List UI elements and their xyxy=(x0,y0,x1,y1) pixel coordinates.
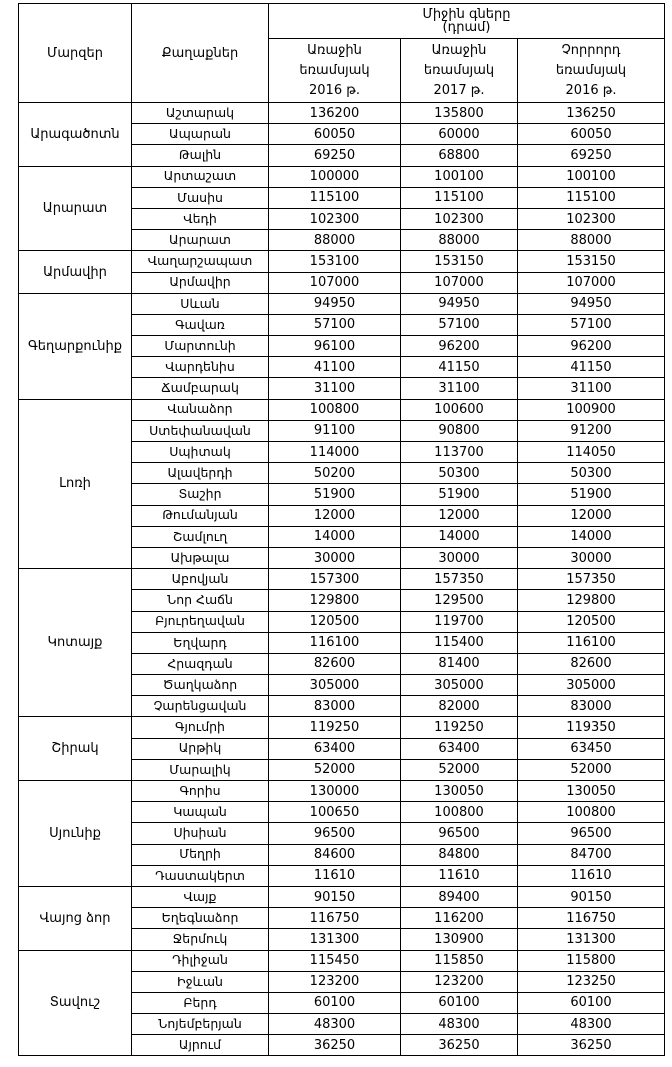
price-cell: 68800 xyxy=(401,145,518,166)
price-cell: 119700 xyxy=(401,611,518,632)
header-q1-2017-line3: 2017 թ. xyxy=(433,82,485,98)
table-row xyxy=(19,717,665,738)
price-cell: 94950 xyxy=(269,293,401,314)
price-cell: 96500 xyxy=(518,823,665,844)
price-cell: 36250 xyxy=(401,1035,518,1056)
price-cell: 96100 xyxy=(269,336,401,357)
table-row xyxy=(19,399,665,420)
price-cell: 12000 xyxy=(401,505,518,526)
price-cell: 96200 xyxy=(401,336,518,357)
city-cell: Հրազդան xyxy=(132,653,269,674)
city-cell: Ալավերդի xyxy=(132,463,269,484)
price-table-wrapper xyxy=(18,3,664,1056)
header-q1-2017-line1: Առաջին xyxy=(431,42,487,58)
city-cell: Ծաղկաձոր xyxy=(132,675,269,696)
region-cell: Կոտայք xyxy=(19,569,132,717)
city-cell: Կապան xyxy=(132,802,269,823)
price-cell: 305000 xyxy=(518,675,665,696)
price-cell: 12000 xyxy=(269,505,401,526)
price-cell: 52000 xyxy=(518,759,665,780)
table-row xyxy=(19,103,665,124)
city-cell: Դիլիջան xyxy=(132,950,269,971)
city-cell: Վարդենիս xyxy=(132,357,269,378)
price-cell: 82600 xyxy=(518,653,665,674)
price-cell: 63400 xyxy=(269,738,401,759)
table-row xyxy=(19,293,665,314)
price-cell: 102300 xyxy=(518,208,665,229)
price-cell: 129800 xyxy=(518,590,665,611)
header-q1-2016-line3: 2016 թ. xyxy=(309,82,360,98)
price-cell: 114000 xyxy=(269,442,401,463)
city-cell: Գորիս xyxy=(132,781,269,802)
city-cell: Բյուրեղավան xyxy=(132,611,269,632)
price-cell: 115400 xyxy=(401,632,518,653)
price-cell: 131300 xyxy=(269,929,401,950)
price-cell: 94950 xyxy=(518,293,665,314)
header-q1-2016-line1: Առաջին xyxy=(307,42,362,58)
region-cell: Արարատ xyxy=(19,166,132,251)
price-cell: 96500 xyxy=(269,823,401,844)
price-cell: 81400 xyxy=(401,653,518,674)
price-cell: 11610 xyxy=(269,865,401,886)
region-cell: Գեղարքունիք xyxy=(19,293,132,399)
price-cell: 157350 xyxy=(401,569,518,590)
header-q1-2016 xyxy=(269,39,401,103)
price-cell: 14000 xyxy=(401,526,518,547)
price-cell: 11610 xyxy=(401,865,518,886)
price-cell: 96500 xyxy=(401,823,518,844)
price-cell: 60100 xyxy=(269,992,401,1013)
region-cell: Տավուշ xyxy=(19,950,132,1056)
price-cell: 89400 xyxy=(401,886,518,907)
header-q1-2017-line2: եռամսյակ xyxy=(423,62,495,78)
price-cell: 107000 xyxy=(518,272,665,293)
price-cell: 63450 xyxy=(518,738,665,759)
city-cell: Նոյեմբերյան xyxy=(132,1014,269,1035)
city-cell: Աբովյան xyxy=(132,569,269,590)
city-cell: Գավառ xyxy=(132,314,269,335)
city-cell: Չարենցավան xyxy=(132,696,269,717)
price-cell: 48300 xyxy=(401,1014,518,1035)
price-cell: 136250 xyxy=(518,103,665,124)
region-cell: Արագածոտն xyxy=(19,103,132,167)
price-cell: 84600 xyxy=(269,844,401,865)
price-cell: 102300 xyxy=(269,208,401,229)
price-cell: 100800 xyxy=(401,802,518,823)
price-cell: 50200 xyxy=(269,463,401,484)
city-cell: Իջևան xyxy=(132,971,269,992)
price-cell: 30000 xyxy=(518,547,665,568)
price-cell: 90800 xyxy=(401,420,518,441)
header-regions: Մարզեր xyxy=(19,4,132,103)
table-row xyxy=(19,950,665,971)
price-cell: 100900 xyxy=(518,399,665,420)
price-cell: 116200 xyxy=(401,908,518,929)
header-average-prices-title: Միջին գները xyxy=(422,7,511,22)
table-row xyxy=(19,781,665,802)
city-cell: Թալին xyxy=(132,145,269,166)
price-cell: 120500 xyxy=(518,611,665,632)
price-cell: 130000 xyxy=(269,781,401,802)
price-cell: 123200 xyxy=(269,971,401,992)
price-cell: 52000 xyxy=(269,759,401,780)
price-cell: 12000 xyxy=(518,505,665,526)
price-cell: 30000 xyxy=(269,547,401,568)
header-q4-2016-line2: եռամսյակ xyxy=(555,62,627,78)
price-cell: 96200 xyxy=(518,336,665,357)
city-cell: Ապարան xyxy=(132,124,269,145)
city-cell: Վանաձոր xyxy=(132,399,269,420)
header-q4-2016-line3: 2016 թ. xyxy=(565,82,617,98)
city-cell: Բերդ xyxy=(132,992,269,1013)
price-cell: 60100 xyxy=(518,992,665,1013)
price-cell: 41150 xyxy=(518,357,665,378)
city-cell: Եղվարդ xyxy=(132,632,269,653)
region-cell: Վայոց ձոր xyxy=(19,886,132,950)
city-cell: Մասիս xyxy=(132,187,269,208)
price-cell: 123250 xyxy=(518,971,665,992)
price-cell: 51900 xyxy=(401,484,518,505)
price-cell: 115100 xyxy=(269,187,401,208)
price-cell: 100600 xyxy=(401,399,518,420)
city-cell: Արմավիր xyxy=(132,272,269,293)
price-cell: 83000 xyxy=(269,696,401,717)
price-cell: 119350 xyxy=(518,717,665,738)
city-cell: Շամլուղ xyxy=(132,526,269,547)
price-cell: 116100 xyxy=(269,632,401,653)
price-cell: 116100 xyxy=(518,632,665,653)
price-cell: 50300 xyxy=(401,463,518,484)
price-cell: 116750 xyxy=(518,908,665,929)
city-cell: Տաշիր xyxy=(132,484,269,505)
price-cell: 57100 xyxy=(518,314,665,335)
price-cell: 136200 xyxy=(269,103,401,124)
city-cell: Դաստակերտ xyxy=(132,865,269,886)
price-cell: 84800 xyxy=(401,844,518,865)
price-cell: 69250 xyxy=(269,145,401,166)
header-q1-2017 xyxy=(401,39,518,103)
price-cell: 116750 xyxy=(269,908,401,929)
price-cell: 31100 xyxy=(269,378,401,399)
average-prices-table xyxy=(18,3,665,1056)
city-cell: Մարտունի xyxy=(132,336,269,357)
region-cell: Արմավիր xyxy=(19,251,132,293)
price-cell: 63400 xyxy=(401,738,518,759)
region-cell: Սյունիք xyxy=(19,781,132,887)
price-cell: 41150 xyxy=(401,357,518,378)
city-cell: Վեդի xyxy=(132,208,269,229)
city-cell: Արարատ xyxy=(132,230,269,251)
price-cell: 100650 xyxy=(269,802,401,823)
price-cell: 69250 xyxy=(518,145,665,166)
city-cell: Մեղրի xyxy=(132,844,269,865)
price-cell: 60050 xyxy=(269,124,401,145)
city-cell: Ճամբարակ xyxy=(132,378,269,399)
price-cell: 130900 xyxy=(401,929,518,950)
price-cell: 88000 xyxy=(518,230,665,251)
header-q1-2016-line2: եռամսյակ xyxy=(299,62,370,78)
header-average-prices-unit: (դրամ) xyxy=(442,20,491,35)
price-cell: 102300 xyxy=(401,208,518,229)
table-row xyxy=(19,251,665,272)
city-cell: Արթիկ xyxy=(132,738,269,759)
price-cell: 82000 xyxy=(401,696,518,717)
price-cell: 115100 xyxy=(401,187,518,208)
price-cell: 88000 xyxy=(401,230,518,251)
price-cell: 60050 xyxy=(518,124,665,145)
header-average-prices xyxy=(269,4,665,39)
price-cell: 60000 xyxy=(401,124,518,145)
table-row xyxy=(19,569,665,590)
table-row xyxy=(19,886,665,907)
city-cell: Սևան xyxy=(132,293,269,314)
city-cell: Աշտարակ xyxy=(132,103,269,124)
price-cell: 153150 xyxy=(518,251,665,272)
price-cell: 100000 xyxy=(269,166,401,187)
region-cell: Շիրակ xyxy=(19,717,132,781)
price-cell: 130050 xyxy=(518,781,665,802)
header-q4-2016-line1: Չորրորդ xyxy=(561,42,621,58)
price-cell: 157300 xyxy=(269,569,401,590)
city-cell: Ջերմուկ xyxy=(132,929,269,950)
price-cell: 115850 xyxy=(401,950,518,971)
price-cell: 157350 xyxy=(518,569,665,590)
price-cell: 57100 xyxy=(269,314,401,335)
price-cell: 36250 xyxy=(269,1035,401,1056)
city-cell: Արտաշատ xyxy=(132,166,269,187)
price-cell: 31100 xyxy=(518,378,665,399)
price-cell: 90150 xyxy=(269,886,401,907)
price-cell: 113700 xyxy=(401,442,518,463)
price-cell: 88000 xyxy=(269,230,401,251)
price-cell: 305000 xyxy=(401,675,518,696)
price-cell: 48300 xyxy=(269,1014,401,1035)
city-cell: Սպիտակ xyxy=(132,442,269,463)
price-cell: 30000 xyxy=(401,547,518,568)
city-cell: Եղեգնաձոր xyxy=(132,908,269,929)
city-cell: Վայք xyxy=(132,886,269,907)
price-cell: 94950 xyxy=(401,293,518,314)
price-cell: 36250 xyxy=(518,1035,665,1056)
price-cell: 123200 xyxy=(401,971,518,992)
price-cell: 90150 xyxy=(518,886,665,907)
price-cell: 129800 xyxy=(269,590,401,611)
price-cell: 305000 xyxy=(269,675,401,696)
price-cell: 153150 xyxy=(401,251,518,272)
price-cell: 82600 xyxy=(269,653,401,674)
city-cell: Մարալիկ xyxy=(132,759,269,780)
price-cell: 57100 xyxy=(401,314,518,335)
price-cell: 91200 xyxy=(518,420,665,441)
price-cell: 119250 xyxy=(401,717,518,738)
price-cell: 51900 xyxy=(518,484,665,505)
price-cell: 100800 xyxy=(269,399,401,420)
city-cell: Ստեփանավան xyxy=(132,420,269,441)
header-cities: Քաղաքներ xyxy=(132,4,269,103)
price-cell: 120500 xyxy=(269,611,401,632)
price-cell: 41100 xyxy=(269,357,401,378)
price-cell: 153100 xyxy=(269,251,401,272)
price-cell: 48300 xyxy=(518,1014,665,1035)
price-cell: 119250 xyxy=(269,717,401,738)
city-cell: Նոր Հաճն xyxy=(132,590,269,611)
price-cell: 115450 xyxy=(269,950,401,971)
region-cell: Լոռի xyxy=(19,399,132,569)
city-cell: Թումանյան xyxy=(132,505,269,526)
city-cell: Այրում xyxy=(132,1035,269,1056)
price-cell: 131300 xyxy=(518,929,665,950)
price-cell: 31100 xyxy=(401,378,518,399)
price-cell: 100800 xyxy=(518,802,665,823)
price-cell: 130050 xyxy=(401,781,518,802)
price-cell: 52000 xyxy=(401,759,518,780)
price-cell: 50300 xyxy=(518,463,665,484)
price-cell: 100100 xyxy=(401,166,518,187)
price-cell: 129500 xyxy=(401,590,518,611)
price-cell: 84700 xyxy=(518,844,665,865)
price-cell: 83000 xyxy=(518,696,665,717)
price-cell: 115800 xyxy=(518,950,665,971)
city-cell: Սիսիան xyxy=(132,823,269,844)
price-cell: 115100 xyxy=(518,187,665,208)
price-cell: 107000 xyxy=(269,272,401,293)
price-cell: 11610 xyxy=(518,865,665,886)
price-cell: 100100 xyxy=(518,166,665,187)
price-cell: 14000 xyxy=(269,526,401,547)
city-cell: Վաղարշապատ xyxy=(132,251,269,272)
price-cell: 14000 xyxy=(518,526,665,547)
price-cell: 91100 xyxy=(269,420,401,441)
price-cell: 114050 xyxy=(518,442,665,463)
price-cell: 60100 xyxy=(401,992,518,1013)
price-cell: 107000 xyxy=(401,272,518,293)
header-q4-2016 xyxy=(518,39,665,103)
price-cell: 51900 xyxy=(269,484,401,505)
city-cell: Գյումրի xyxy=(132,717,269,738)
city-cell: Ախթալա xyxy=(132,547,269,568)
price-cell: 135800 xyxy=(401,103,518,124)
table-row xyxy=(19,166,665,187)
table-body xyxy=(19,103,665,1056)
